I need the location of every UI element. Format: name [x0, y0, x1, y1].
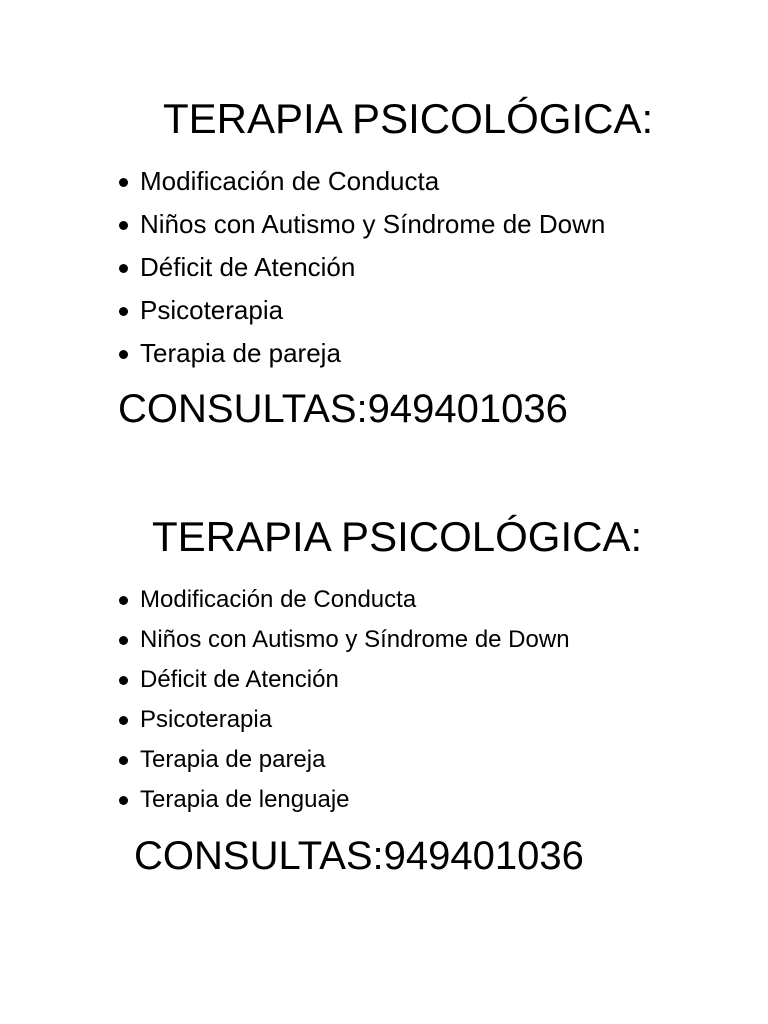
bullet-icon [119, 178, 128, 187]
bullet-icon [119, 636, 128, 645]
bullet-icon [119, 350, 128, 359]
service-label: Terapia de pareja [140, 338, 341, 368]
service-label: Déficit de Atención [140, 666, 339, 693]
service-label: Terapia de pareja [140, 746, 326, 773]
consult-phone: CONSULTAS:949401036 [118, 387, 568, 431]
consult-phone: CONSULTAS:949401036 [134, 834, 584, 878]
service-label: Modificación de Conducta [140, 586, 417, 613]
service-item [116, 246, 616, 289]
flyer-bottom [0, 510, 768, 878]
service-item [116, 620, 676, 660]
service-label: Psicoterapia [140, 706, 273, 733]
service-label: Terapia de lenguaje [140, 786, 350, 813]
flyer-top [0, 92, 768, 431]
service-label: Modificación de Conducta [140, 166, 440, 196]
service-list [116, 580, 676, 820]
service-label: Psicoterapia [140, 295, 284, 325]
bullet-icon [119, 756, 128, 765]
bullet-icon [119, 596, 128, 605]
flyer-title: TERAPIA PSICOLÓGICA: [152, 513, 643, 560]
service-item [116, 332, 616, 375]
bullet-icon [119, 264, 128, 273]
service-item [116, 160, 616, 203]
service-item [116, 700, 676, 740]
service-item [116, 203, 616, 246]
bullet-icon [119, 796, 128, 805]
flyer-title: TERAPIA PSICOLÓGICA: [163, 95, 654, 142]
service-label: Niños con Autismo y Síndrome de Down [140, 626, 570, 653]
service-label: Déficit de Atención [140, 252, 356, 282]
service-label: Niños con Autismo y Síndrome de Down [140, 209, 606, 239]
bullet-icon [119, 307, 128, 316]
bullet-icon [119, 221, 128, 230]
service-item [116, 289, 616, 332]
bullet-icon [119, 716, 128, 725]
service-item [116, 780, 676, 820]
service-item [116, 580, 676, 620]
service-list [116, 160, 616, 375]
service-item [116, 660, 676, 700]
service-item [116, 740, 676, 780]
bullet-icon [119, 676, 128, 685]
